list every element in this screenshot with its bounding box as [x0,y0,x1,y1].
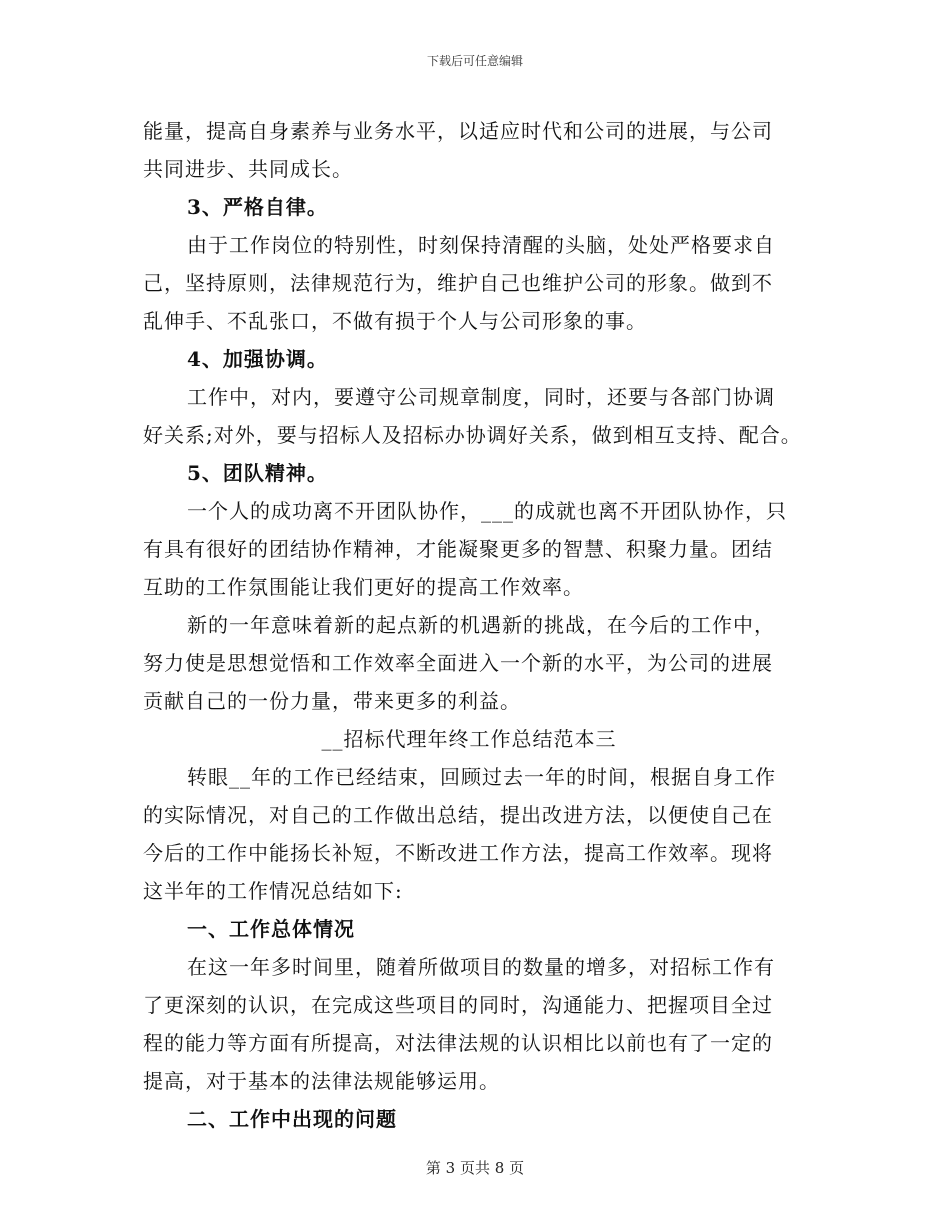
body-line: 乱伸手、不乱张口，不做有损于个人与公司形象的事。 [143,309,647,333]
body-line: 共同进步、共同成长。 [143,157,353,181]
body-line: 互助的工作氛围能让我们更好的提高工作效率。 [143,575,584,599]
section-heading: 一、工作总体情况 [187,917,355,941]
body-line: 努力使是思想觉悟和工作效率全面进入一个新的水平，为公司的进展 [143,651,773,675]
document-body [143,112,823,1138]
paragraph-first-line: 在这一年多时间里，随着所做项目的数量的增多，对招标工作有 [187,955,775,979]
paragraph-first-line: 由于工作岗位的特别性，时刻保持清醒的头脑，处处严格要求自 [187,233,775,257]
section-heading: 5、团队精神。 [187,461,328,485]
paragraph-first-line: 转眼__年的工作已经结束，回顾过去一年的时间，根据自身工作 [187,765,776,789]
document-title: __招标代理年终工作总结范本三 [321,727,617,751]
page-footer: 第 3 页共 8 页 [425,1159,525,1177]
body-line: 有具有很好的团结协作精神，才能凝聚更多的智慧、积聚力量。团结 [143,537,773,561]
body-line: 提高，对于基本的法律法规能够运用。 [143,1069,500,1093]
paragraph-first-line: 新的一年意味着新的起点新的机遇新的挑战，在今后的工作中， [187,613,775,637]
body-line: 己，坚持原则，法律规范行为，维护自己也维护公司的形象。做到不 [143,271,773,295]
body-line: 贡献自己的一份力量，带来更多的利益。 [143,689,521,713]
body-line: 能量，提高自身素养与业务水平，以适应时代和公司的进展，与公司 [143,119,773,143]
section-heading: 二、工作中出现的问题 [187,1107,397,1131]
body-line: 了更深刻的认识，在完成这些项目的同时，沟通能力、把握项目全过 [143,993,773,1017]
body-line: 今后的工作中能扬长补短，不断改进工作方法，提高工作效率。现将 [143,841,773,865]
section-heading: 3、严格自律。 [187,195,328,219]
body-line: 的实际情况，对自己的工作做出总结，提出改进方法，以便使自己在 [143,803,773,827]
section-heading: 4、加强协调。 [187,347,328,371]
paragraph-first-line: 工作中，对内，要遵守公司规章制度，同时，还要与各部门协调 [187,385,775,409]
body-line: 这半年的工作情况总结如下: [143,879,403,903]
page-header: 下载后可任意编辑 [426,54,523,68]
body-line: 好关系;对外，要与招标人及招标办协调好关系，做到相互支持、配合。 [143,423,802,447]
paragraph-first-line: 一个人的成功离不开团队协作，___的成就也离不开团队协作，只 [187,499,787,523]
body-line: 程的能力等方面有所提高，对法律法规的认识相比以前也有了一定的 [143,1031,773,1055]
